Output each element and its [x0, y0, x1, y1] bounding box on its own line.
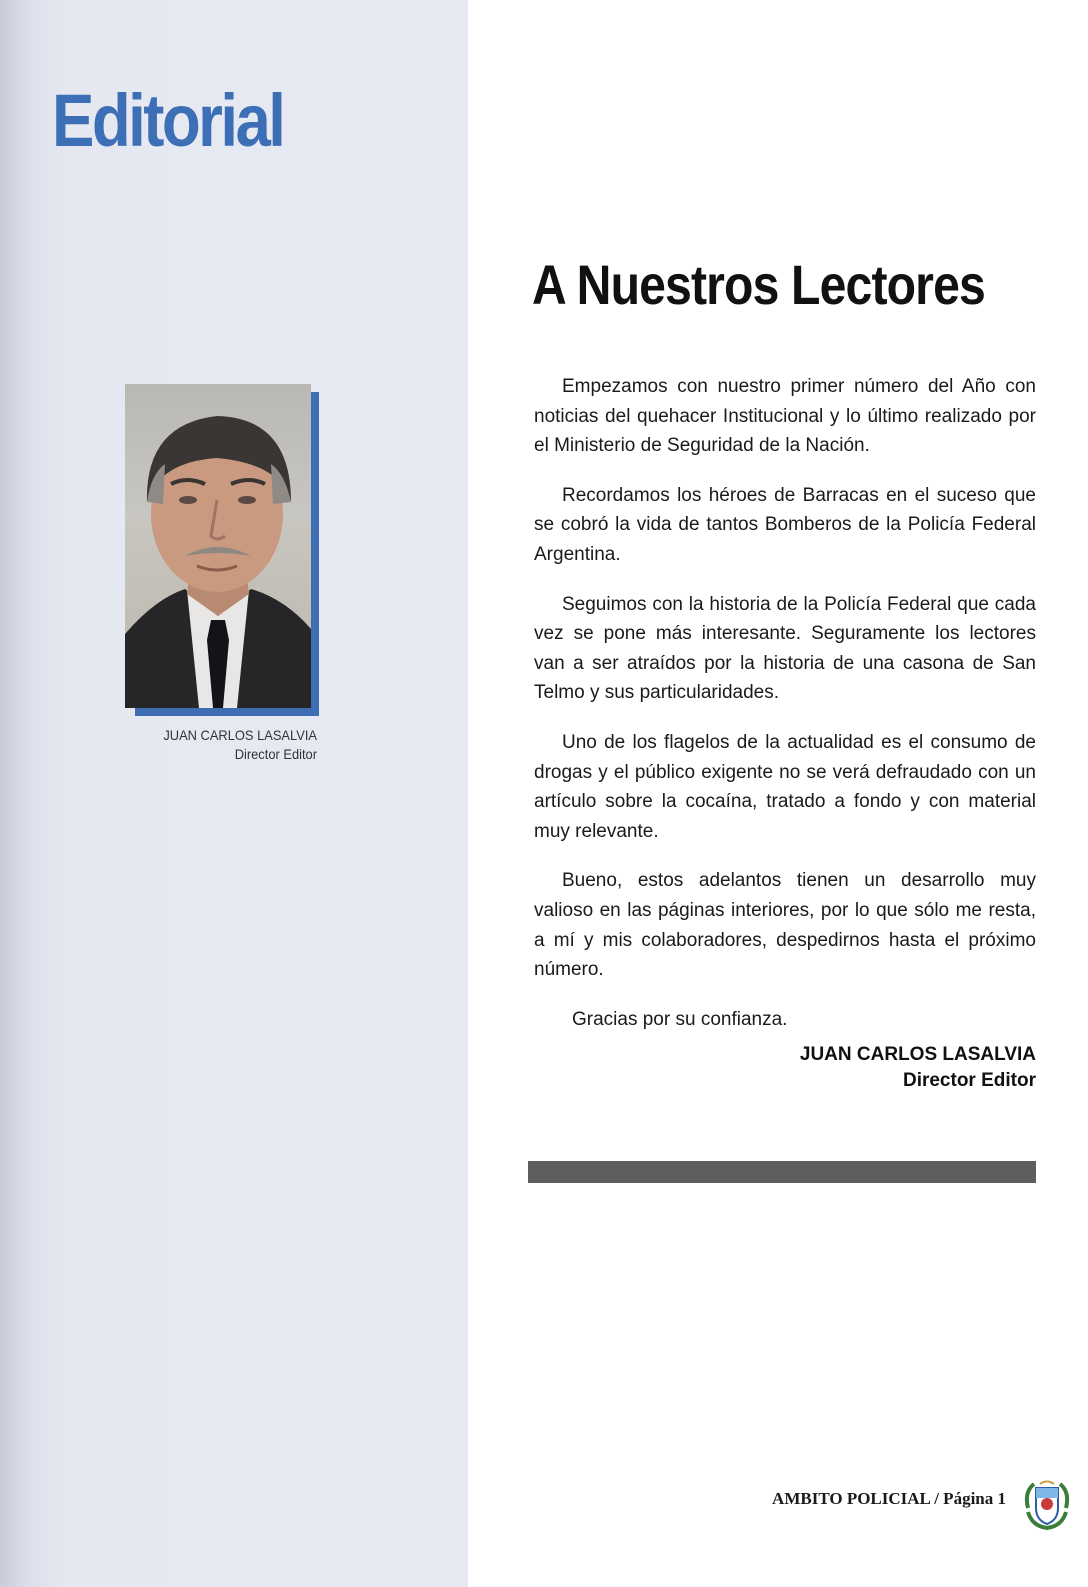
- article-closing: Gracias por su confianza.: [572, 1008, 788, 1030]
- section-title: Editorial: [52, 79, 284, 162]
- sidebar-panel: [0, 0, 468, 1587]
- article-paragraph: Empezamos con nuestro primer número del Año con noticias del quehacer Institucional y lo último realizado por el Ministerio de Seguridad de la Nación.: [534, 376, 1036, 457]
- article-paragraph: Bueno, estos adelantos tienen un desarrollo muy valioso en las páginas interiores, por lo que sólo me resta, a mí y mis colaboradores, despedirnos hasta el próximo número.: [534, 870, 1036, 981]
- article-body: [534, 372, 1036, 1054]
- article-paragraph: Uno de los flagelos de la actualidad es el consumo de drogas y el público exigente no se verá defraudado con un artículo sobre la cocaína, tratado a fondo y con material muy relevante.: [534, 731, 1036, 842]
- divider-bar: [528, 1161, 1036, 1183]
- caption-name: JUAN CARLOS LASALVIA: [163, 727, 317, 743]
- author-photo: [125, 384, 311, 708]
- author-portrait-icon: [125, 384, 311, 708]
- article-signature: [800, 1042, 1036, 1094]
- page-footer: AMBITO POLICIAL / Página 1: [772, 1489, 1006, 1508]
- article-paragraph: Seguimos con la historia de la Policía Federal que cada vez se pone más interesante. Seguramente los lectores van a ser atraídos por la historia de una casona de San Telmo y sus particularidades.: [534, 593, 1036, 704]
- caption-role: Director Editor: [234, 746, 317, 762]
- article-title: A Nuestros Lectores: [532, 253, 985, 316]
- police-emblem-icon: [1022, 1478, 1072, 1532]
- photo-caption: [140, 726, 317, 764]
- signature-role: Director Editor: [902, 1070, 1036, 1091]
- article-paragraph: Recordamos los héroes de Barracas en el suceso que se cobró la vida de tantos Bomberos de la Policía Federal Argentina.: [534, 484, 1036, 565]
- signature-name: JUAN CARLOS LASALVIA: [799, 1044, 1036, 1065]
